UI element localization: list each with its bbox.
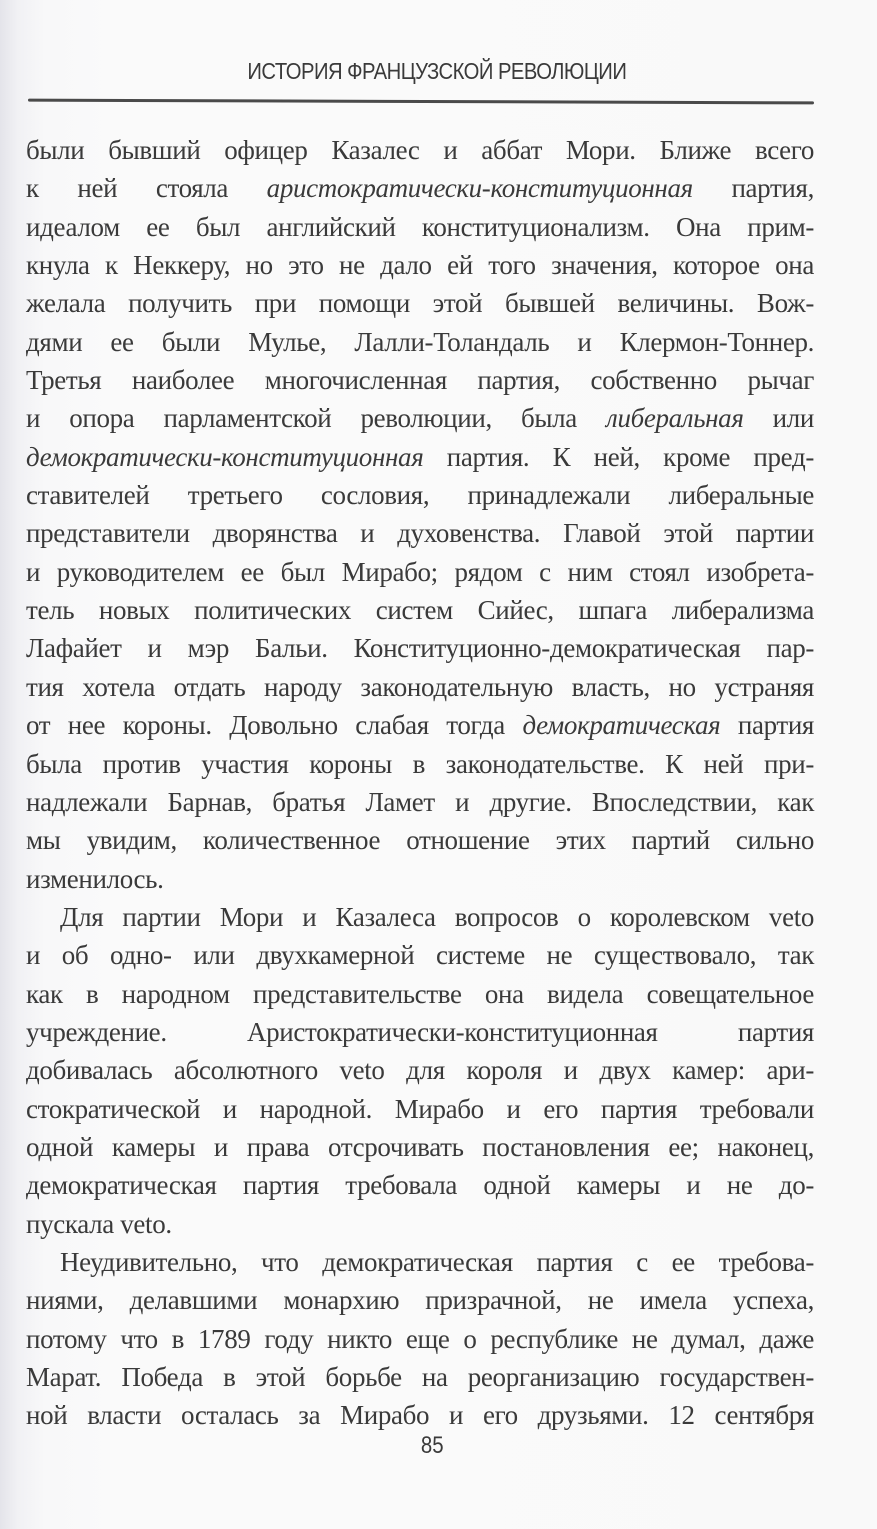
text-line — [26, 1281, 814, 1319]
text-segment: партия. К ней, кроме пред- — [423, 441, 814, 472]
text-segment: дями ее были Мулье, Лалли-Толандаль и Клермон-Тоннер. — [26, 326, 814, 357]
text-line — [26, 1128, 814, 1166]
text-segment: пускала veto. — [26, 1208, 172, 1239]
text-segment: партия — [720, 710, 815, 741]
italic-term: аристократически-конституционная — [266, 173, 693, 204]
text-segment: потому что в 1789 году никто еще о республике не думал, даже — [26, 1323, 814, 1354]
text-segment: Неудивительно, что демократическая партия с ее требова- — [60, 1246, 814, 1277]
text-line — [26, 783, 814, 821]
text-segment: была против участия короны в законодательстве. К ней при- — [26, 748, 814, 779]
text-segment: тель новых политических систем Сийес, шпага либерализма — [26, 595, 814, 626]
text-line — [26, 246, 814, 284]
text-segment: ниями, делавшими монархию призрачной, не имела успеха, — [26, 1285, 814, 1316]
text-segment: Марат. Победа в этой борьбе на реорганизацию государствен- — [26, 1362, 814, 1392]
text-segment: ставителей третьего сословия, принадлежали либеральные — [26, 480, 814, 511]
body-text — [26, 131, 814, 1435]
text-line — [26, 860, 814, 898]
text-segment: мы увидим, количественное отношение этих партий сильно — [26, 825, 814, 856]
text-segment: надлежали Барнав, братья Ламет и другие. Впоследствии, как — [26, 786, 814, 817]
text-segment: учреждение. Аристократически-конституционная партия — [26, 1016, 814, 1047]
text-line — [26, 936, 814, 974]
text-line — [26, 323, 814, 361]
text-segment: к ней стояла — [26, 173, 267, 204]
text-line — [26, 399, 814, 437]
text-line — [26, 898, 814, 936]
text-segment: и об одно- или двухкамерной системе не существовало, так — [26, 940, 814, 971]
text-line — [26, 975, 814, 1013]
text-segment: Лафайет и мэр Бальи. Конституционно-демократическая пар- — [26, 633, 814, 664]
text-line — [26, 629, 814, 667]
text-line — [26, 284, 814, 322]
text-line — [26, 1358, 814, 1396]
text-segment: были бывший офицер Казалес и аббат Мори. Ближе всего — [26, 135, 814, 165]
text-line — [26, 169, 814, 207]
italic-term: либеральная — [606, 403, 744, 434]
text-segment: тия хотела отдать народу законодательную власть, но устраняя — [26, 671, 814, 702]
header-rule — [28, 99, 814, 105]
text-segment: добивалась абсолютного veto для короля и двух камер: ари- — [26, 1055, 814, 1086]
text-line — [26, 745, 814, 783]
text-line — [26, 514, 814, 552]
text-segment: как в народном представительстве она видела совещательное — [26, 978, 814, 1009]
text-line — [26, 208, 814, 246]
text-segment: желала получить при помощи этой бывшей величины. Вож- — [26, 288, 814, 319]
text-segment: от нее короны. Довольно слабая тогда — [26, 710, 523, 741]
text-segment: идеалом ее был английский конституционализм. Она прим- — [26, 211, 814, 242]
text-line — [26, 476, 814, 514]
text-segment: одной камеры и права отсрочивать постановления ее; наконец, — [26, 1131, 814, 1162]
text-segment: и опора парламентской революции, была — [26, 403, 607, 434]
text-segment: стократической и народной. Мирабо и его партия требовали — [26, 1093, 814, 1124]
text-segment: Третья наиболее многочисленная партия, собственно рычаг — [26, 365, 814, 396]
text-line — [26, 131, 814, 169]
text-line — [26, 1396, 814, 1434]
text-segment: ной власти осталась за Мирабо и его друзьями. 12 сентября — [26, 1400, 814, 1431]
text-segment: или — [743, 403, 814, 434]
text-line — [26, 361, 814, 399]
text-line — [26, 438, 814, 476]
text-segment: Для партии Мори и Казалеса вопросов о королевском veto — [60, 901, 814, 932]
text-segment: и руководителем ее был Мирабо; рядом с ним стоял изобрета- — [26, 556, 814, 587]
italic-term: демократически-конституционная — [26, 441, 424, 472]
text-line — [26, 1090, 814, 1128]
text-line — [26, 1166, 814, 1204]
running-head-title: ИСТОРИЯ ФРАНЦУЗСКОЙ РЕВОЛЮЦИИ — [247, 58, 627, 84]
text-line — [26, 1051, 814, 1089]
text-line — [26, 1205, 814, 1243]
text-line — [26, 668, 814, 706]
text-segment: изменилось. — [26, 863, 164, 894]
text-line — [26, 706, 814, 744]
text-line — [26, 591, 814, 629]
italic-term: демократическая — [522, 710, 721, 741]
text-line — [26, 1320, 814, 1358]
text-line — [26, 553, 814, 591]
text-segment: партия, — [692, 173, 814, 204]
page-number: 85 — [420, 1432, 444, 1459]
text-line — [26, 1013, 814, 1051]
text-segment: представители дворянства и духовенства. Главой этой партии — [26, 518, 814, 549]
text-line — [26, 1243, 814, 1281]
text-segment: демократическая партия требовала одной камеры и не до- — [26, 1170, 814, 1201]
text-segment: кнула к Неккеру, но это не дало ей того значения, которое она — [26, 250, 814, 281]
text-line — [26, 821, 814, 859]
